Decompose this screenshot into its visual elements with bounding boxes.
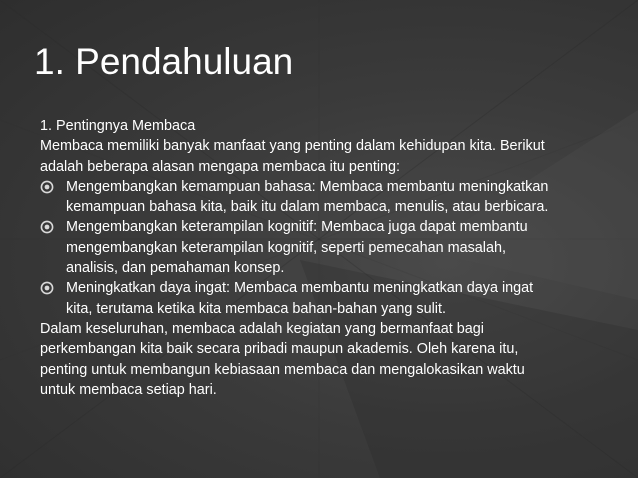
target-bullet-icon xyxy=(40,180,54,194)
bullet-text: Mengembangkan keterampilan kognitif: Membaca juga dapat membantu mengembangkan keterampilan kognitif, seperti pemecahan masalah, analisis, dan pemahaman konsep. xyxy=(66,219,528,277)
bullet-item xyxy=(40,177,560,218)
intro-paragraph: Membaca memiliki banyak manfaat yang penting dalam kehidupan kita. Berikut adalah beberapa alasan mengapa membaca itu penting: xyxy=(40,138,545,175)
bullet-text: Meningkatkan daya ingat: Membaca membantu meningkatkan daya ingat kita, terutama ketika kita membaca bahan-bahan yang sulit. xyxy=(66,280,534,317)
target-bullet-icon xyxy=(40,281,54,295)
bullet-list xyxy=(40,177,560,319)
target-bullet-icon xyxy=(40,220,54,234)
subheading: 1. Pentingnya Membaca xyxy=(40,118,196,134)
bullet-item xyxy=(40,217,560,278)
slide-body xyxy=(40,116,560,400)
bullet-item xyxy=(40,278,560,319)
bullet-text: Mengembangkan kemampuan bahasa: Membaca membantu meningkatkan kemampuan bahasa kita, baik itu dalam membaca, menulis, atau berbicara. xyxy=(66,178,549,216)
slide-title: 1. Pendahuluan xyxy=(34,41,294,82)
closing-paragraph: Dalam keseluruhan, membaca adalah kegiatan yang bermanfaat bagi perkembangan kita baik secara pribadi maupun akademis. Oleh karena itu, penting untuk membangun kebiasaan membaca dan mengalokasikan waktu untuk membaca setiap hari. xyxy=(40,320,525,398)
